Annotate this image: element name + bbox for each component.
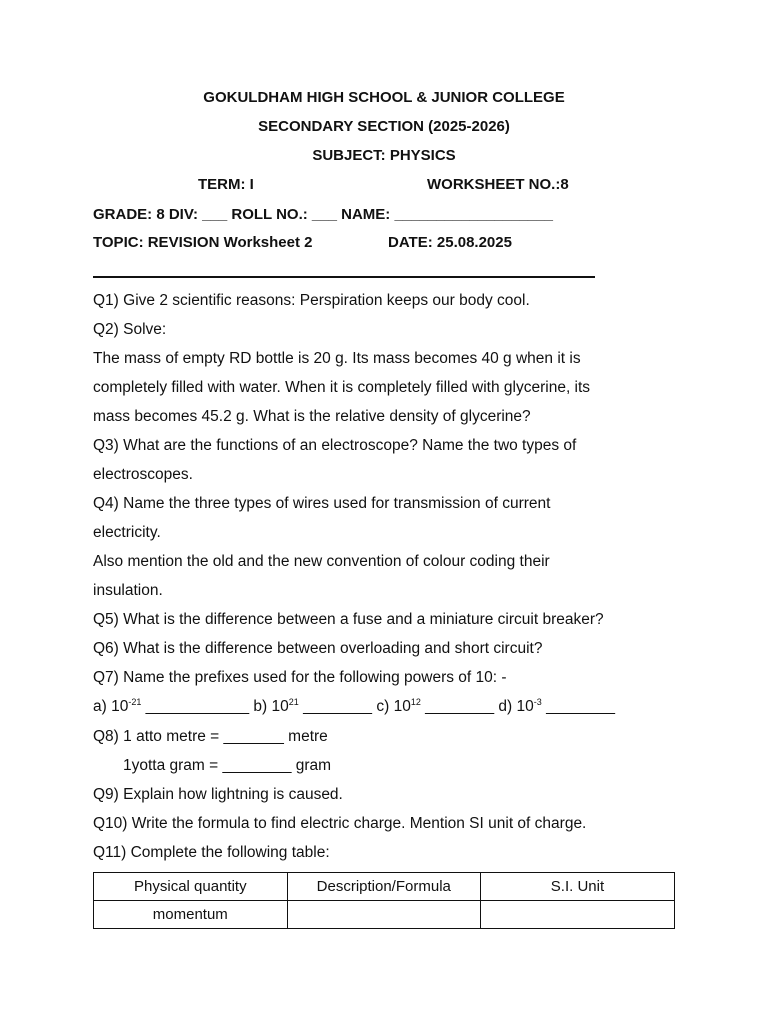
question-6: Q6) What is the difference between overloading and short circuit? (93, 640, 543, 657)
term-label: TERM: I (198, 176, 254, 193)
header-physical-quantity: Physical quantity (94, 873, 288, 901)
part-c-blank: ________ (420, 698, 499, 715)
part-b-exponent: 21 (288, 697, 299, 707)
subject-title: SUBJECT: PHYSICS (312, 147, 456, 164)
part-a-exponent: -21 (128, 697, 142, 707)
part-c-base: c) 10 (376, 698, 411, 715)
question-9: Q9) Explain how lightning is caused. (93, 786, 343, 803)
header-description-formula: Description/Formula (287, 873, 480, 901)
question-4-text-1: Also mention the old and the new convention of colour coding their (93, 553, 550, 570)
school-name: GOKULDHAM HIGH SCHOOL & JUNIOR COLLEGE (203, 89, 565, 106)
question-3: Q3) What are the functions of an electroscope? Name the two types of (93, 437, 577, 454)
cell-unit (480, 901, 674, 929)
question-4-text-2: insulation. (93, 582, 163, 599)
cell-quantity: momentum (94, 901, 288, 929)
grade-line: GRADE: 8 DIV: ___ ROLL NO.: ___ NAME: ___________________ (93, 206, 553, 223)
question-7: Q7) Name the prefixes used for the following powers of 10: - (93, 669, 507, 686)
quantity-table (93, 872, 675, 929)
table-header-row (94, 873, 675, 901)
topic-label: TOPIC: REVISION Worksheet 2 (93, 234, 313, 251)
question-11: Q11) Complete the following table: (93, 844, 330, 861)
part-a-base: a) 10 (93, 698, 129, 715)
part-c-exponent: 12 (410, 697, 421, 707)
question-3-cont: electroscopes. (93, 466, 193, 483)
table-row (94, 901, 675, 929)
part-d-base: d) 10 (498, 698, 534, 715)
question-2-text-1: The mass of empty RD bottle is 20 g. Its mass becomes 40 g when it is (93, 350, 581, 367)
question-8: Q8) 1 atto metre = _______ metre (93, 728, 328, 745)
separator-rule (93, 276, 595, 278)
part-b-blank: ________ (298, 698, 377, 715)
date-label: DATE: 25.08.2025 (388, 234, 512, 251)
part-d-exponent: -3 (533, 697, 542, 707)
question-4-cont: electricity. (93, 524, 161, 541)
question-10: Q10) Write the formula to find electric charge. Mention SI unit of charge. (93, 815, 587, 832)
worksheet-number: WORKSHEET NO.:8 (427, 176, 569, 193)
question-2-text-3: mass becomes 45.2 g. What is the relative density of glycerine? (93, 408, 531, 425)
header-si-unit: S.I. Unit (480, 873, 674, 901)
question-7-parts (93, 698, 615, 716)
question-4: Q4) Name the three types of wires used for transmission of current (93, 495, 551, 512)
question-2: Q2) Solve: (93, 321, 167, 338)
question-8-cont: 1yotta gram = ________ gram (123, 757, 332, 774)
question-5: Q5) What is the difference between a fuse and a miniature circuit breaker? (93, 611, 604, 628)
part-d-blank: ________ (541, 698, 616, 715)
question-1: Q1) Give 2 scientific reasons: Perspiration keeps our body cool. (93, 292, 530, 309)
part-a-blank: ____________ (141, 698, 254, 715)
question-2-text-2: completely filled with water. When it is completely filled with glycerine, its (93, 379, 591, 396)
part-b-base: b) 10 (253, 698, 289, 715)
section-title: SECONDARY SECTION (2025-2026) (258, 118, 510, 135)
cell-formula (287, 901, 480, 929)
